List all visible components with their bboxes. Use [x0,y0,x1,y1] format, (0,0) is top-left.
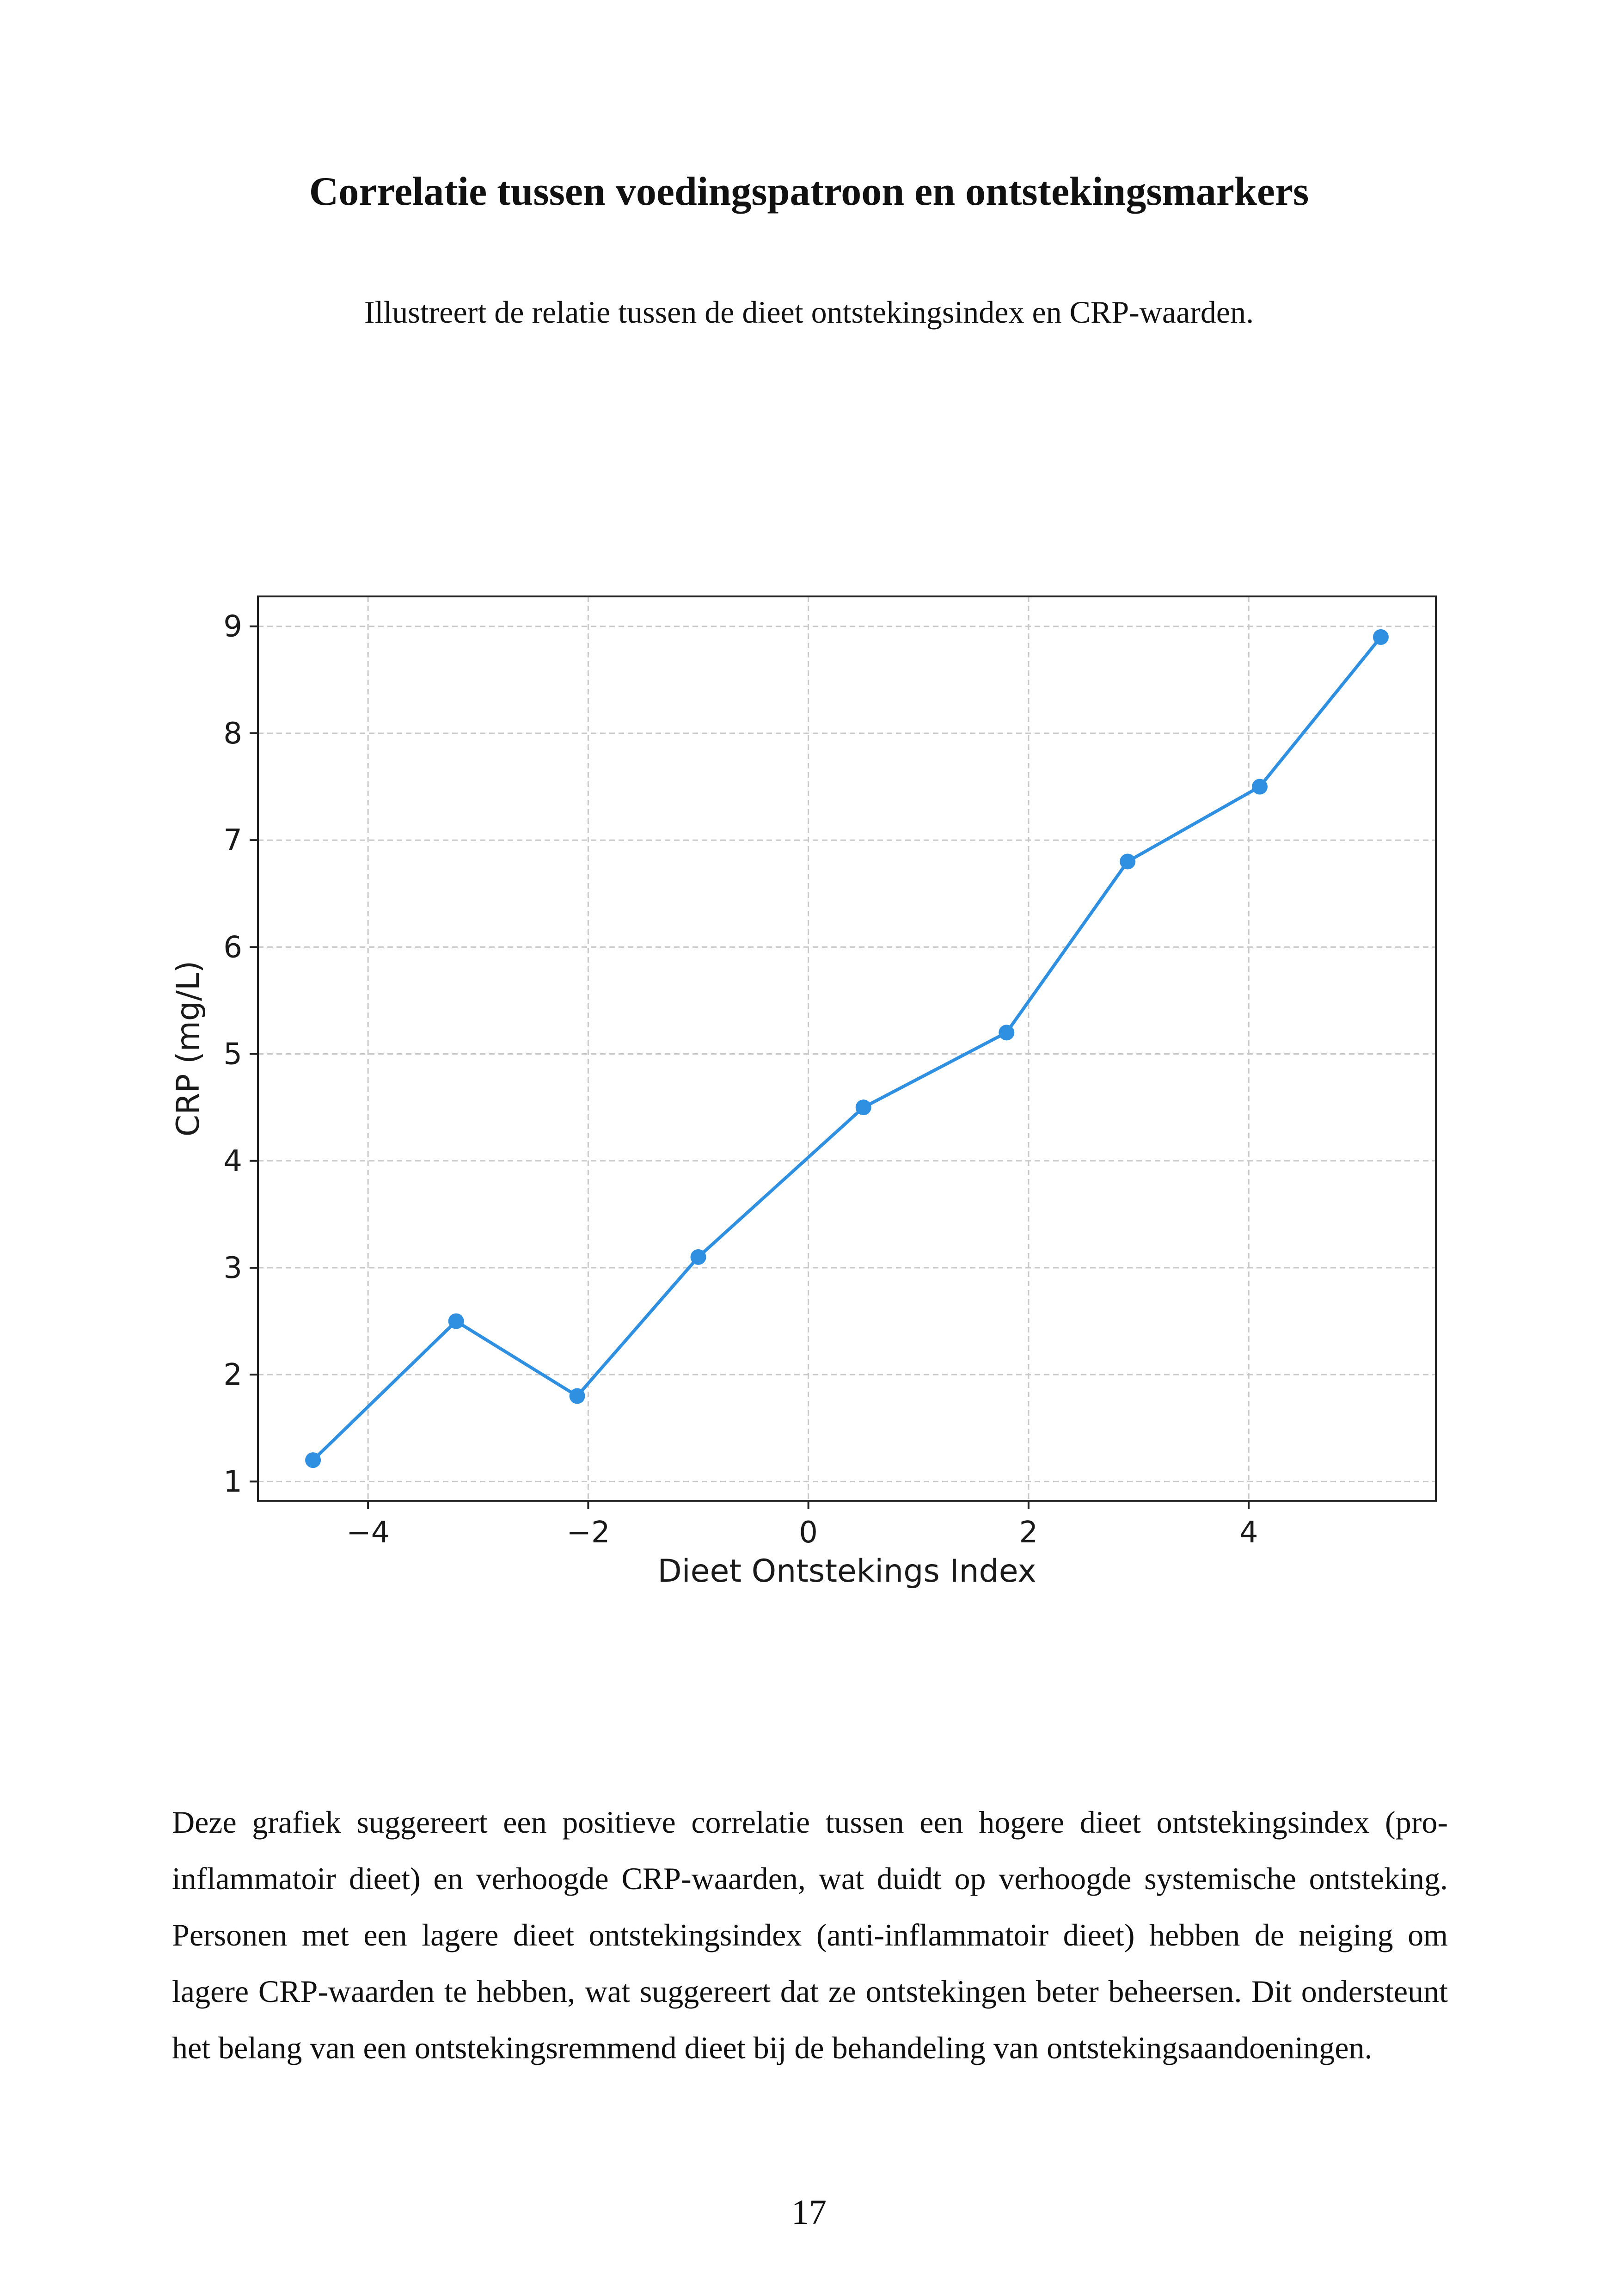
data-point [999,1025,1014,1040]
x-tick-label: −2 [566,1516,610,1550]
y-tick-label: 7 [223,823,242,858]
y-tick-label: 8 [223,716,242,751]
data-point [305,1452,321,1468]
data-point [1120,853,1135,869]
data-point [856,1099,871,1115]
data-point [691,1249,706,1265]
data-point [570,1388,585,1404]
plot-frame [258,596,1436,1501]
y-tick-label: 1 [223,1465,242,1499]
data-series [305,629,1389,1468]
grid-lines [258,596,1436,1501]
y-tick-label: 9 [223,609,242,644]
data-point [1373,629,1389,645]
y-tick-label: 3 [223,1251,242,1285]
x-tick-label: 0 [799,1516,818,1550]
y-tick-label: 5 [223,1037,242,1072]
series-line [313,637,1381,1460]
y-axis-label: CRP (mg/L) [170,960,207,1137]
x-axis-label: Dieet Ontstekings Index [657,1553,1036,1590]
x-tick-label: 4 [1239,1516,1258,1550]
page-subtitle: Illustreert de relatie tussen de dieet ontstekingsindex en CRP-waarden. [364,295,1254,330]
x-tick-label: −4 [346,1516,390,1550]
body-paragraph: Deze grafiek suggereert een positieve correlatie tussen een hogere dieet ontstekingsindex (pro-inflammatoir dieet) en verhoogde CRP-waarden, wat duidt op verhoogde systemische ontsteking. Personen met een lagere dieet ontstekingsindex (anti-inflammatoir dieet) hebben de neiging om lagere CRP-waarden te hebben, wat suggereert dat ze ontstekingen beter beheersen. Dit ondersteunt het belang van een ontstekingsremmend dieet bij de behandeling van ontstekingsaandoeningen. [172,1805,1448,2065]
page-number: 17 [791,2193,827,2232]
data-point [1252,779,1268,795]
page-title: Correlatie tussen voedingspatroon en ontstekingsmarkers [309,169,1309,214]
axis-ticks [223,610,1258,1550]
data-point [448,1314,464,1329]
x-tick-label: 2 [1019,1516,1038,1550]
y-tick-label: 2 [223,1358,242,1393]
y-tick-label: 4 [223,1144,242,1179]
y-tick-label: 6 [223,930,242,965]
